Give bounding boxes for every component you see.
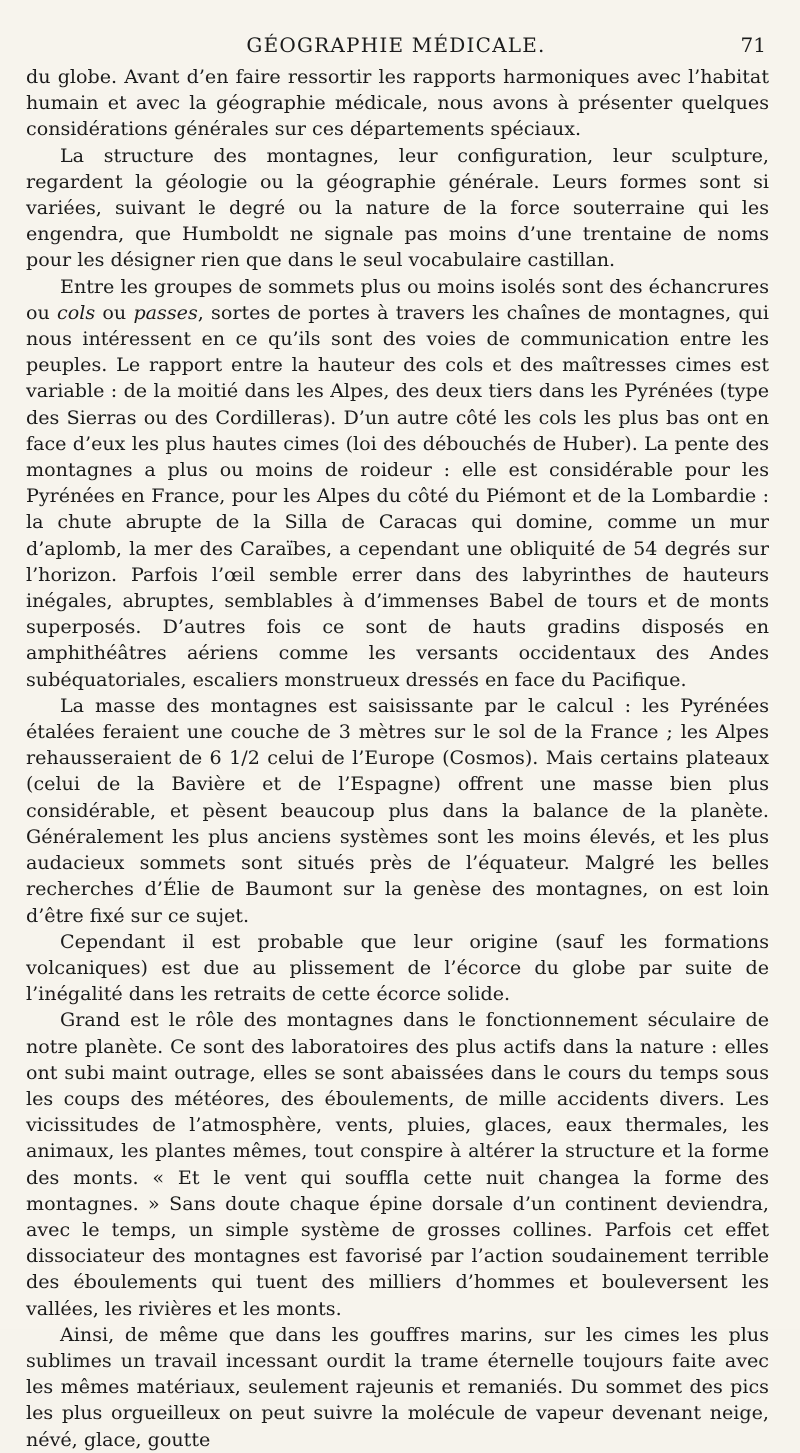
paragraph-4: La masse des montagnes est saisissante par le calcul : les Pyrénées étalées feraient une couche de 3 mètres sur le sol de la France ; les Alpes rehausseraient de 6 1/2 celui de l’Europe (Cosmos). Mais certains plateaux (celui de la Bavière et de l’Espagne) offrent une masse bien plus considérable, et pèsent beaucoup plus dans la balance de la planète. Généralement les plus anciens systèmes sont les moins élevés, et les plus audacieux sommets sont situés près de l’équateur. Malgré les belles recherches d’Élie de Baumont sur la genèse des montagnes, on est loin d’être fixé sur ce sujet.	[26, 693, 769, 927]
body-text	[26, 64, 769, 1453]
paragraph-5: Cependant il est probable que leur origine (sauf les formations volcaniques) est due au plissement de l’écorce du globe par suite de l’inégalité dans les retraits de cette écorce solide.	[26, 929, 769, 1006]
paragraph-1: du globe. Avant d’en faire ressortir les rapports harmoniques avec l’habitat humain et avec la géographie médicale, nous avons à présenter quelques considérations générales sur ces départements spéciaux.	[26, 65, 769, 141]
paragraph-2: La structure des montagnes, leur configuration, leur sculpture, regardent la géologie ou la géographie générale. Leurs formes sont si variées, suivant le degré ou la nature de la force souterraine qui les engendra, que Humboldt ne signale pas moins d’une trentaine de noms pour les désigner rien que dans le seul vocabulaire castillan.	[26, 143, 769, 272]
italic-term-passes: passes	[133, 300, 198, 324]
paragraph-7: Ainsi, de même que dans les gouffres marins, sur les cimes les plus sublimes un travail incessant ourdit la trame éternelle toujours faite avec les mêmes matériaux, seulement rajeunis et remaniés. Du sommet des pics les plus orgueilleux on peut suivre la molécule de vapeur devenant neige, névé, glace, goutte	[26, 1322, 769, 1451]
paragraph-6: Grand est le rôle des montagnes dans le fonctionnement séculaire de notre planète. Ce sont des laboratoires des plus actifs dans la nature : elles ont subi maint outrage, elles se sont abaissées dans le cours du temps sous les coups des météores, des éboulements, de mille accidents divers. Les vicissitudes de l’atmosphère, vents, pluies, glaces, eaux thermales, les animaux, les plantes mêmes, tout conspire à altérer la structure et la forme des monts. « Et le vent qui souffla cette nuit changea la forme des montagnes. » Sans doute chaque épine dorsale d’un continent deviendra, avec le temps, un simple système de grosses collines. Parfois cet effet dissociateur des montagnes est favorisé par l’action soudainement terrible des éboulements qui tuent des milliers d’hommes et bouleversent les vallées, les rivières et les monts.	[26, 1008, 769, 1320]
paragraph-3-text-before-cols: Entre les groupes de sommets plus ou moins isolés sont des échancrures ou	[26, 274, 769, 324]
paragraph-3-text-between: ou	[95, 300, 134, 324]
page-number: 71	[740, 33, 766, 57]
paragraph-3	[26, 274, 769, 693]
italic-term-cols: cols	[57, 300, 96, 324]
running-title: GÉOGRAPHIE MÉDICALE.	[246, 33, 546, 57]
page-header	[26, 30, 766, 58]
paragraph-3-text-after-passes: , sortes de portes à travers les chaînes de montagnes, qui nous intéressent en ce qu’ils sont des voies de communication entre les peuples. Le rapport entre la hauteur des cols et des maîtresses cimes est variable : de la moitié dans les Alpes, des deux tiers dans les Pyrénées (type des Sierras ou des Cordilleras). D’un autre côté les cols les plus bas ont en face d’eux les plus hautes cimes (loi des débouchés de Huber). La pente des montagnes a plus ou moins de roideur : elle est considérable pour les Pyrénées en France, pour les Alpes du côté du Piémont et de la Lombardie : la chute abrupte de la Silla de Caracas qui domine, comme un mur d’aplomb, la mer des Caraïbes, a cependant une obliquité de 54 degrés sur l’horizon. Parfois l’œil semble errer dans des labyrinthes de hauteurs inégales, abruptes, semblables à d’immenses Babel de tours et de monts superposés. D’autres fois ce sont de hauts gradins disposés en amphithéâtres aériens comme les versants occidentaux des Andes subéquatoriales, escaliers monstrueux dressés en face du Pacifique.	[26, 300, 770, 691]
